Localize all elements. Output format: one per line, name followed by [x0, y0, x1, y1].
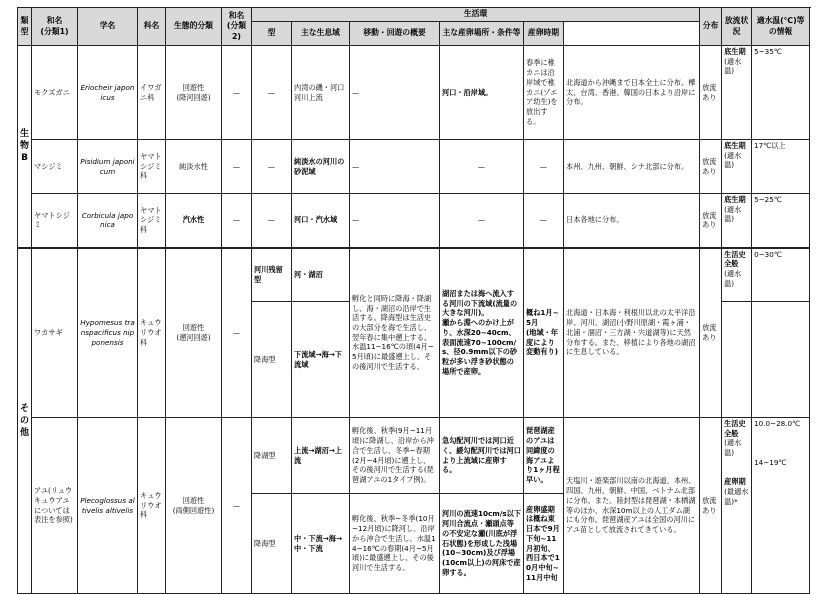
distribution: 本州、九州、朝鮮、シナ北部に分布。 [564, 140, 700, 194]
family-name: イワガニ科 [138, 46, 166, 140]
migration: 孵化後、秋季~冬季(10月~12月頃)に降河し、沿岸から沖合で生活し、水温14~16℃の春期(4月~5月頃)に最盛遡上し、その後河川で生活する。 [350, 494, 440, 594]
name2: — [222, 140, 252, 194]
header-name2: 和名 (分類2) [222, 8, 252, 46]
temp-sub: (適水温) [724, 150, 742, 170]
life-type: 回遊性 (遡河回遊) [166, 248, 222, 418]
header-main-habitat: 主な生息域 [292, 22, 350, 46]
main-habitat: 純淡水の河川の砂泥域 [292, 140, 350, 194]
migration: — [350, 140, 440, 194]
spawn-place: 湖沼または海へ流入する河川の下流域(流量の大きな河川)。 瀬から淵へのかけ上がり、水深20~40cm、表面流速70~100cm/s、径0.9mm以下の砂粒が多い浮き砂状態の場所で産卵。 [440, 248, 524, 418]
temp-label: 底生期 [724, 195, 746, 204]
family-name: キュウリウオ科 [138, 418, 166, 594]
header-temp: 適水温(℃)等の情報 [752, 8, 810, 46]
temp-value: 5~25℃ [752, 194, 810, 248]
distribution: 日本各地に分布。 [564, 194, 700, 248]
spawn-place: — [440, 194, 524, 248]
header-distribution: 分布 [700, 8, 722, 46]
name2: — [222, 418, 252, 594]
main-habitat: 中・下流→海→中・下流 [292, 494, 350, 594]
header-type: 型 [252, 22, 292, 46]
table-row [18, 248, 810, 302]
table-row [18, 46, 810, 140]
temp-label: 底生期 [724, 47, 746, 56]
release-status: 放流あり [700, 418, 722, 594]
habitat-type: 降湖型 [252, 418, 292, 494]
release-status: 放流あり [700, 140, 722, 194]
temp-label: 生活史全般 [724, 249, 746, 269]
header-migration: 移動・回遊の概要 [350, 22, 440, 46]
distribution: 北海道・日本海・利根川以北の太平洋沿岸、河川、湖沼(小野川原湖・霞ヶ浦・北浦・涸沼・三方湖・宍道湖等)に天然分布する。また、移植により各地の湖沼に生息している。 [564, 248, 700, 418]
temp-value-spawn: 14~19℃ [754, 457, 787, 467]
spawn-time: — [524, 140, 564, 194]
common-name: アユ(リュウキュウアユについては表注を参照) [32, 418, 78, 594]
main-habitat: 上流→湖沼→上流 [292, 418, 350, 494]
common-name: マシジミ [32, 140, 78, 194]
name2: — [222, 46, 252, 140]
spawn-time: — [524, 194, 564, 248]
habitat-type: 河川残留型 [252, 248, 292, 302]
main-habitat: 河・湖沼 [292, 248, 350, 302]
temp-sub-spawn: (最適水温)* [724, 487, 749, 506]
family-name: キュウリウオ科 [138, 248, 166, 418]
scientific-name: Eriocheir japonicus [78, 46, 138, 140]
temp-sub: (適水温) [724, 204, 742, 224]
temp-label: 底生期 [724, 141, 746, 150]
temp-value: 5~35℃ [752, 46, 810, 140]
scientific-name: Hypomesus transpacificus nipponensis [78, 248, 138, 418]
distribution: 天塩川・遊楽部川以南の北海道、本州、四国、九州、朝鮮、中国、ベトナム北部に分布。また、陸封型は琵琶湖・本栖湖等のほか、水深10m以上の人工ダム湖にも分布。琵琶湖産アユは全国の河川にアユ苗として放流されてきている。 [564, 418, 700, 594]
temp-value: 0~30℃ [752, 248, 810, 302]
life-type: 純淡水性 [166, 140, 222, 194]
spawn-time: 概ね1月~5月 (地域・年度により変動有り) [524, 248, 564, 418]
life-type: 汽水性 [166, 194, 222, 248]
table-row [18, 418, 810, 494]
common-name: ヤマトシジミ [32, 194, 78, 248]
family-name: ヤマトシジミ科 [138, 194, 166, 248]
distribution: 北海道から沖縄まで日本全土に分布。樺太、台湾、香港、韓国の日本より沿岸に分布。 [564, 46, 700, 140]
main-habitat: 河口・汽水域 [292, 194, 350, 248]
spawn-place: — [440, 140, 524, 194]
life-type: 回遊性 (両側回遊性) [166, 418, 222, 594]
spawn-place: 河口・沿岸域。 [440, 46, 524, 140]
spawn-time: 産卵盛期は概ね東日本で9月下旬~11月初旬、西日本で10月中旬~11月中旬 [524, 494, 564, 594]
main-habitat: 下流域→海→下流域 [292, 302, 350, 418]
header-name1: 和名 (分類1) [32, 8, 78, 46]
spawn-time: 琵琶湖産のアユは同緯度の海アユより1ヶ月程早い。 [524, 418, 564, 494]
main-habitat: 内湾の磯・河口 河川上流 [292, 46, 350, 140]
temp-sub: (適水温) [724, 268, 742, 288]
habitat-type: — [252, 140, 292, 194]
header-spawn-time: 産卵時期 [524, 22, 564, 46]
scientific-name: Corbicula japonica [78, 194, 138, 248]
group-label-bio: 生 物 B [18, 46, 32, 248]
release-status: 放流あり [700, 248, 722, 418]
temp-value: 10.0~28.0℃ [754, 419, 801, 428]
group-label-other: そ の 他 [18, 248, 32, 594]
habitat-type: — [252, 46, 292, 140]
migration: 孵化後、秋季(9月~11月頃)に降湖し、沿岸から沖合で生活し、冬季~春期(2月~4月頃)に遡上し、その後河川で生活する(琵琶湖アユの1タイプ例)。 [350, 418, 440, 494]
common-name: モクズガニ [32, 46, 78, 140]
migration: — [350, 46, 440, 140]
temp-sub: (適水温) [724, 438, 742, 458]
temp-label: 生活史全般 [724, 419, 746, 438]
header-family: 科名 [138, 8, 166, 46]
temp-sub: (適水温) [724, 56, 742, 76]
header-group: 類型 [18, 8, 32, 46]
header-release: 放流状況 [722, 8, 752, 46]
common-name: ワカサギ [32, 248, 78, 418]
name2: — [222, 248, 252, 418]
habitat-type: 降海型 [252, 302, 292, 418]
release-status: 放流あり [700, 46, 722, 140]
species-life-history-table [17, 7, 810, 594]
life-type: 回遊性 (降河回遊) [166, 46, 222, 140]
habitat-type: — [252, 194, 292, 248]
scientific-name: Plecoglossus altivelis altivelis [78, 418, 138, 594]
family-name: ヤマトシジミ科 [138, 140, 166, 194]
migration: — [350, 194, 440, 248]
header-spawn-place: 主な産卵場所・条件等 [440, 22, 524, 46]
spawn-place: 急勾配河川では河口近く、緩勾配河川では河口より上流域に産卵する。 [440, 418, 524, 494]
header-scientific: 学名 [78, 8, 138, 46]
habitat-type: 降海型 [252, 494, 292, 594]
migration: 孵化と同時に降海・降湖し、海・湖沼の沿岸で生活する。降海型は生活史の大部分を海で生活し、翌年春に集中遡上する。水温11~16℃の頃(4月~5月頃)に最盛遡上し、その後河川で生活する。 [350, 248, 440, 418]
spawn-time: 春季に稚カニは沿岸域で稚カニ(ゾエア幼生)を放出する。 [524, 46, 564, 140]
name2: — [222, 194, 252, 248]
table-row [18, 194, 810, 248]
table-row [18, 140, 810, 194]
header-habitat: 生活環 [252, 8, 700, 22]
release-status: 放流あり [700, 194, 722, 248]
scientific-name: Pisidium japonicum [78, 140, 138, 194]
temp-value: 17℃以上 [752, 140, 810, 194]
spawn-place: 河川の流速10cm/s以下河川合流点・瀬頭点等の不安定な瀬(川底が浮石状態)を形成した浅場(10~30cm)及び浮場(10cm以上)の河床で産卵する。 [440, 494, 524, 594]
header-life-type: 生態的分類 [166, 8, 222, 46]
temp-label-spawn: 産卵期 [724, 477, 746, 487]
